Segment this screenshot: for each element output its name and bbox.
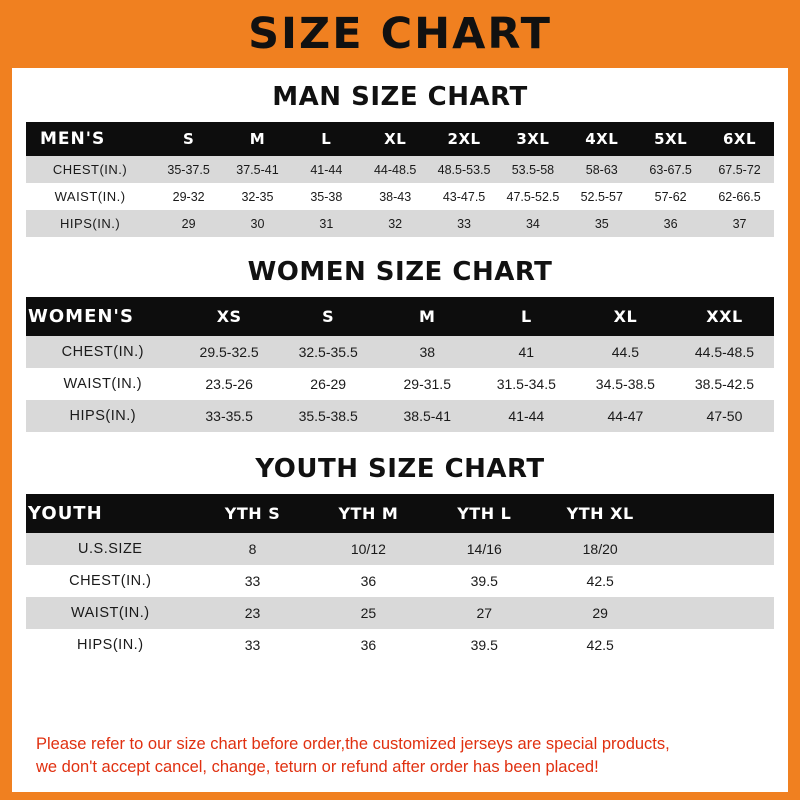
table-row	[26, 565, 774, 597]
cell: 38.5-42.5	[675, 368, 774, 400]
chart-content	[12, 68, 788, 792]
row-label-chest: CHEST(IN.)	[26, 156, 154, 183]
col-header-s: S	[154, 122, 223, 156]
cell: 42.5	[542, 565, 658, 597]
cell: 38	[378, 336, 477, 368]
table-header-row	[26, 122, 774, 156]
col-header-xs: XS	[180, 297, 279, 336]
cell: 36	[636, 210, 705, 237]
col-header-m: M	[378, 297, 477, 336]
row-label-chest: CHEST(IN.)	[26, 565, 195, 597]
cell: 37.5-41	[223, 156, 292, 183]
table-row	[26, 156, 774, 183]
cell: 52.5-57	[567, 183, 636, 210]
table-header-row	[26, 297, 774, 336]
table-row	[26, 210, 774, 237]
row-label-chest: CHEST(IN.)	[26, 336, 180, 368]
col-header-s: S	[279, 297, 378, 336]
cell: 35-37.5	[154, 156, 223, 183]
table-row	[26, 533, 774, 565]
table-row	[26, 368, 774, 400]
footer-accent-bar	[0, 792, 800, 800]
col-header-xl: XL	[576, 297, 675, 336]
cell: 39.5	[426, 565, 542, 597]
women-size-table	[26, 297, 774, 432]
cell: 33	[195, 565, 311, 597]
cell: 35.5-38.5	[279, 400, 378, 432]
cell: 26-29	[279, 368, 378, 400]
col-header-womens: WOMEN'S	[26, 297, 180, 336]
row-label-waist: WAIST(IN.)	[26, 183, 154, 210]
row-label-hips: HIPS(IN.)	[26, 629, 195, 661]
men-section-title: MAN SIZE CHART	[272, 82, 528, 112]
cell: 44.5-48.5	[675, 336, 774, 368]
cell: 44-47	[576, 400, 675, 432]
col-header-l: L	[477, 297, 576, 336]
table-row	[26, 336, 774, 368]
cell: 47-50	[675, 400, 774, 432]
cell: 29-31.5	[378, 368, 477, 400]
row-label-waist: WAIST(IN.)	[26, 597, 195, 629]
cell: 29.5-32.5	[180, 336, 279, 368]
table-header-row	[26, 494, 774, 533]
cell: 39.5	[426, 629, 542, 661]
col-header-2xl: 2XL	[430, 122, 499, 156]
cell: 38-43	[361, 183, 430, 210]
cell: 53.5-58	[498, 156, 567, 183]
row-label-hips: HIPS(IN.)	[26, 210, 154, 237]
col-header-men: MEN'S	[26, 122, 154, 156]
col-header-3xl: 3XL	[498, 122, 567, 156]
table-row	[26, 183, 774, 210]
cell: 63-67.5	[636, 156, 705, 183]
youth-size-table	[26, 494, 774, 661]
cell: 35-38	[292, 183, 361, 210]
cell: 32	[361, 210, 430, 237]
cell: 43-47.5	[430, 183, 499, 210]
cell: 62-66.5	[705, 183, 774, 210]
cell: 34	[498, 210, 567, 237]
table-row	[26, 629, 774, 661]
col-header-yth-m: YTH M	[310, 494, 426, 533]
col-header-yth-l: YTH L	[426, 494, 542, 533]
cell: 8	[195, 533, 311, 565]
cell: 27	[426, 597, 542, 629]
cell: 42.5	[542, 629, 658, 661]
cell: 48.5-53.5	[430, 156, 499, 183]
cell	[658, 533, 774, 565]
col-header-m: M	[223, 122, 292, 156]
cell: 41-44	[477, 400, 576, 432]
cell: 29	[542, 597, 658, 629]
cell: 44-48.5	[361, 156, 430, 183]
col-header-6xl: 6XL	[705, 122, 774, 156]
cell: 30	[223, 210, 292, 237]
col-header-4xl: 4XL	[567, 122, 636, 156]
cell: 36	[310, 565, 426, 597]
cell: 38.5-41	[378, 400, 477, 432]
header-banner	[0, 0, 800, 68]
col-header-youth: YOUTH	[26, 494, 195, 533]
page-title: SIZE CHART	[248, 8, 552, 59]
col-header-xxl: XXL	[675, 297, 774, 336]
cell	[658, 629, 774, 661]
col-header-yth-s: YTH S	[195, 494, 311, 533]
cell: 57-62	[636, 183, 705, 210]
cell: 14/16	[426, 533, 542, 565]
cell: 10/12	[310, 533, 426, 565]
cell: 37	[705, 210, 774, 237]
note-line-2: we don't accept cancel, change, teturn or refund after order has been placed!	[36, 757, 599, 776]
cell: 33-35.5	[180, 400, 279, 432]
note-line-1: Please refer to our size chart before order,the customized jerseys are special products,	[36, 735, 670, 754]
col-header-xl: XL	[361, 122, 430, 156]
return-policy-note	[26, 723, 774, 792]
cell: 58-63	[567, 156, 636, 183]
row-label-us-size: U.S.SIZE	[26, 533, 195, 565]
cell: 33	[195, 629, 311, 661]
cell	[658, 565, 774, 597]
cell	[658, 597, 774, 629]
cell: 23.5-26	[180, 368, 279, 400]
cell: 41-44	[292, 156, 361, 183]
col-header-l: L	[292, 122, 361, 156]
cell: 44.5	[576, 336, 675, 368]
table-row	[26, 597, 774, 629]
cell: 36	[310, 629, 426, 661]
women-section-title: WOMEN SIZE CHART	[247, 257, 553, 287]
cell: 67.5-72	[705, 156, 774, 183]
cell: 18/20	[542, 533, 658, 565]
cell: 31	[292, 210, 361, 237]
cell: 34.5-38.5	[576, 368, 675, 400]
col-header-yth-xl: YTH XL	[542, 494, 658, 533]
col-header-5xl: 5XL	[636, 122, 705, 156]
row-label-hips: HIPS(IN.)	[26, 400, 180, 432]
cell: 32.5-35.5	[279, 336, 378, 368]
cell: 41	[477, 336, 576, 368]
cell: 47.5-52.5	[498, 183, 567, 210]
cell: 23	[195, 597, 311, 629]
row-label-waist: WAIST(IN.)	[26, 368, 180, 400]
men-size-table	[26, 122, 774, 237]
cell: 33	[430, 210, 499, 237]
cell: 31.5-34.5	[477, 368, 576, 400]
cell: 32-35	[223, 183, 292, 210]
cell: 25	[310, 597, 426, 629]
table-row	[26, 400, 774, 432]
cell: 29-32	[154, 183, 223, 210]
cell: 29	[154, 210, 223, 237]
cell: 35	[567, 210, 636, 237]
youth-section-title: YOUTH SIZE CHART	[255, 454, 545, 484]
col-header-empty	[658, 494, 774, 533]
